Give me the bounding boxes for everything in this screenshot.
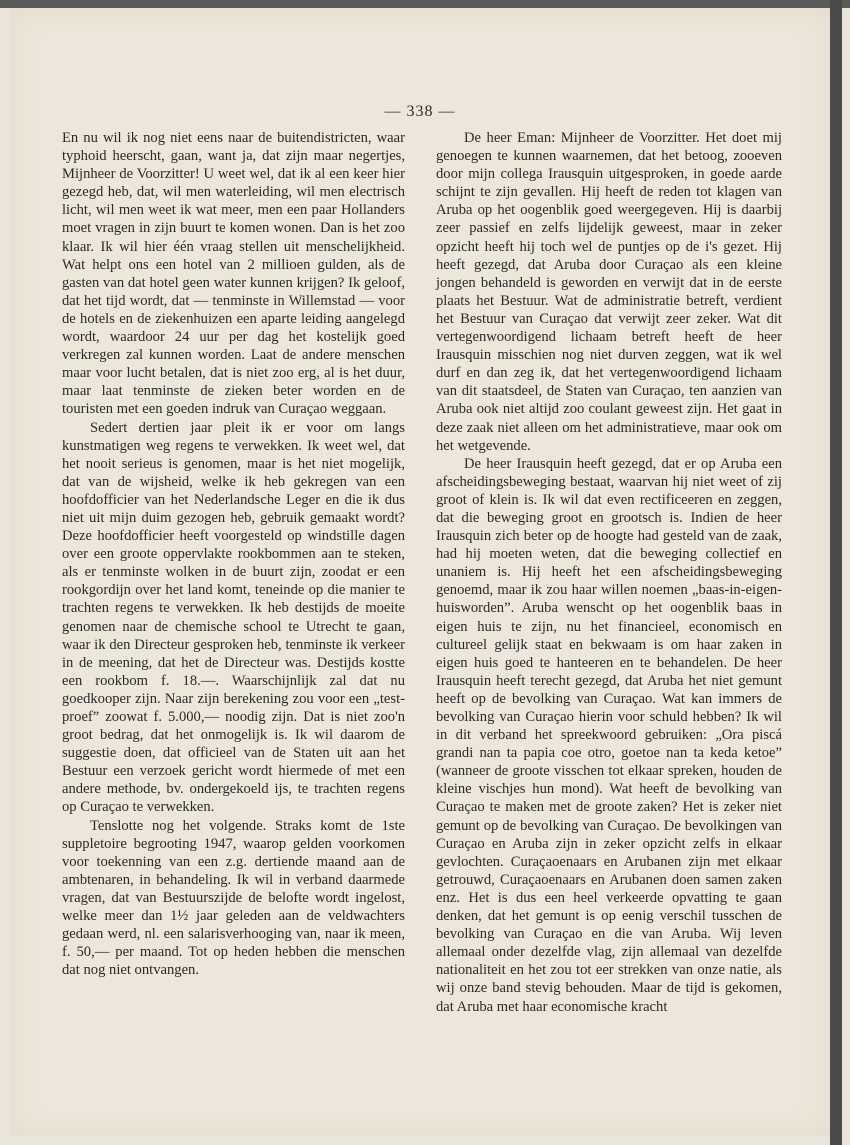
paragraph-artificial-rain: Sedert dertien jaar pleit ik er voor om langs kunstmatigen weg regens te verwekken. Ik weet wel, dat het nooit serieus is genomen, maar is het niet mogelijk, dat van de wijsheid, welke ik heb gekregen van een hoofdofficier van het Nederlandsche Leger en die ik dus niet uit mijn duim gezogen heb, gebruik gemaakt wordt? Deze hoofdofficier heeft voorgesteld op windstille dagen over een groote oppervlakte rookbommen aan te steken, als er tenminste wolken in de buurt zijn, zoodat er een rookgordijn over het land komt, teneinde op die manier te trachten regens te verwekken. Ik heb destijds de moeite genomen naar de chemische school te Utrecht te gaan, waar ik den Directeur gesproken heb, tenminste ik verkeer in de meening, dat het de Directeur was. Destijds kostte een rookbom f. 18.—. Waarschijnlijk zal dat nu goedkooper zijn. Naar zijn berekening zou voor een „test-proef” zoowat f. 5.000,— noodig zijn. Dat is niet zoo'n groot bedrag, dat het onmogelijk is. Ik wil daarom de suggestie doen, dat officieel van de Staten uit aan het Bestuur een verzoek gericht wordt hiermede of met een andere methode, bv. ondergekoeld ijs, te trachten regens op Curaçao te verwekken. [62, 419, 405, 816]
right-column [436, 129, 782, 1016]
scan-right-edge [830, 0, 842, 1145]
left-column [62, 129, 405, 979]
paragraph-separation-movement: De heer Irausquin heeft gezegd, dat er op Aruba een afscheidingsbeweging bestaat, waarvan hij niet weet of zij groot of klein is. Ik wil dat even rectificeeren en zeggen, dat die beweging groot en grootsch is. Indien de heer Irausquin zich beter op de hoogte had gesteld van de zaak, had hij moeten weten, dat die beweging collectief en unaniem is. Hij heeft het een afscheidingsbeweging genoemd, maar ik zou haar willen noemen „baas-in-eigen-huisworden”. Aruba wenscht op het oogenblik baas in eigen huis te zijn, nu het financieel, economisch en cultureel gelijk staat en bekwaam is om haar zaken in eigen huis goed te hanteeren en te behandelen. De heer Irausquin heeft terecht gezegd, dat Aruba het niet gemunt heeft op de bevolking van Curaçao. Wat kan immers de bevolking van Curaçao hierin voor schuld hebben? Ik wil in dit verband het spreekwoord gebruiken: „Ora piscá grandi nan ta papia coe otro, goetoe nan ta keda ketoe” (wanneer de groote visschen tot elkaar spreken, houden de kleine vischjes hun mond). Wat heeft de bevolking van Curaçao te maken met de groote zaken? Het is zeker niet gemunt op de bevolking van Curaçao. De bevolkingen van Curaçao en Aruba zijn in zeker opzicht zelfs in elkaar gevlochten. Curaçaoenaars en Arubanen zijn met elkaar getrouwd, Curaçaoenaars en Arubanen doen samen zaken enz. Het is dus een heel verkeerde opvatting te gaan denken, dat het gemunt is op eenig verschil tusschen de bevolking van Curaçao en die van Aruba. Wij leven allemaal onder dezelfde vlag, zijn allemaal van dezelfde nationaliteit en het zou tot eer strekken van onze natie, als wij onze band stevig behouden. Maar de tijd is gekomen, dat Aruba met haar economische kracht [436, 455, 782, 1015]
scan-top-edge [0, 0, 850, 8]
paragraph-supplementary-budget: Tenslotte nog het volgende. Straks komt de 1ste suppletoire begrooting 1947, waarop gelden voorkomen voor toekenning van een z.g. dertiende maand aan de ambtenaren, in behandeling. Ik wil in verband daarmede vragen, dat van Bestuurszijde de belofte wordt ingelost, welke meer dan 1½ jaar geleden aan de veldwachters gedaan werd, nl. een salarisverhooging van, naar ik meen, f. 50,— per maand. Tot op heden hebben die menschen dat nog niet ontvangen. [62, 817, 405, 979]
document-page [10, 8, 830, 1136]
paragraph-water-supply: En nu wil ik nog niet eens naar de buitendistricten, waar typhoid heerscht, gaan, want ja, dat zijn maar negertjes, Mijnheer de Voorzitter! U weet wel, dat ik al een keer hier gezegd heb, dat, wil men waterleiding, wil men electrisch licht, wil men weet ik wat meer, men een paar Hollanders moet vragen in zijn buurt te komen wonen. Dan is het zoo klaar. Ik wil hier één vraag stellen uit menschelijkheid. Wat helpt ons een hotel van 2 millioen gulden, als de gasten van dat hotel geen water kunnen krijgen? Ik geloof, dat het tijd wordt, dat — tenminste in Willemstad — voor de hotels en de ziekenhuizen een aparte leiding aangelegd wordt, waardoor 24 uur per dag het kostelijk goed verkregen zal kunnen worden. Laat de andere menschen maar voor lucht betalen, dat is niet zoo erg, al is het duur, maar laat tenminste de zieken beter worden en de touristen met een goeden indruk van Curaçao weggaan. [62, 130, 405, 418]
page-number: — 338 — [384, 103, 456, 120]
paragraph-eman-speech: De heer Eman: Mijnheer de Voorzitter. Het doet mij genoegen te kunnen waarnemen, dat het betoog, zooeven door mijn collega Irausquin uitgesproken, in goede aarde schijnt te zijn gevallen. Hij heeft de reden tot klagen van Aruba op het oogenblik goed weergegeven. Hij is daarbij zeer passief en zelfs lijdelijk geweest, maar in zeker opzicht heeft hij toch wel de puntjes op de i's gezet. Hij heeft gezegd, dat Aruba door Curaçao als een kleine jongen behandeld is geworden en verwijt dat in de eerste plaats het Bestuur. Wat de administratie betreft, verdient het Bestuur van Curaçao dat verwijt zeer zeker. Wat dit vertegenwoordigend lichaam betreft heeft de heer Irausquin misschien nog niet durven zeggen, wat ik wel durf en dan zeg ik, dat het vertegenwoordigend lichaam van dit staatsdeel, de Staten van Curaçao, ten aanzien van Aruba ook niet altijd zoo coulant geweest zijn. Het gaat in deze zaak niet alleen om het administratieve, maar ook om het wetgevende. [436, 130, 782, 454]
